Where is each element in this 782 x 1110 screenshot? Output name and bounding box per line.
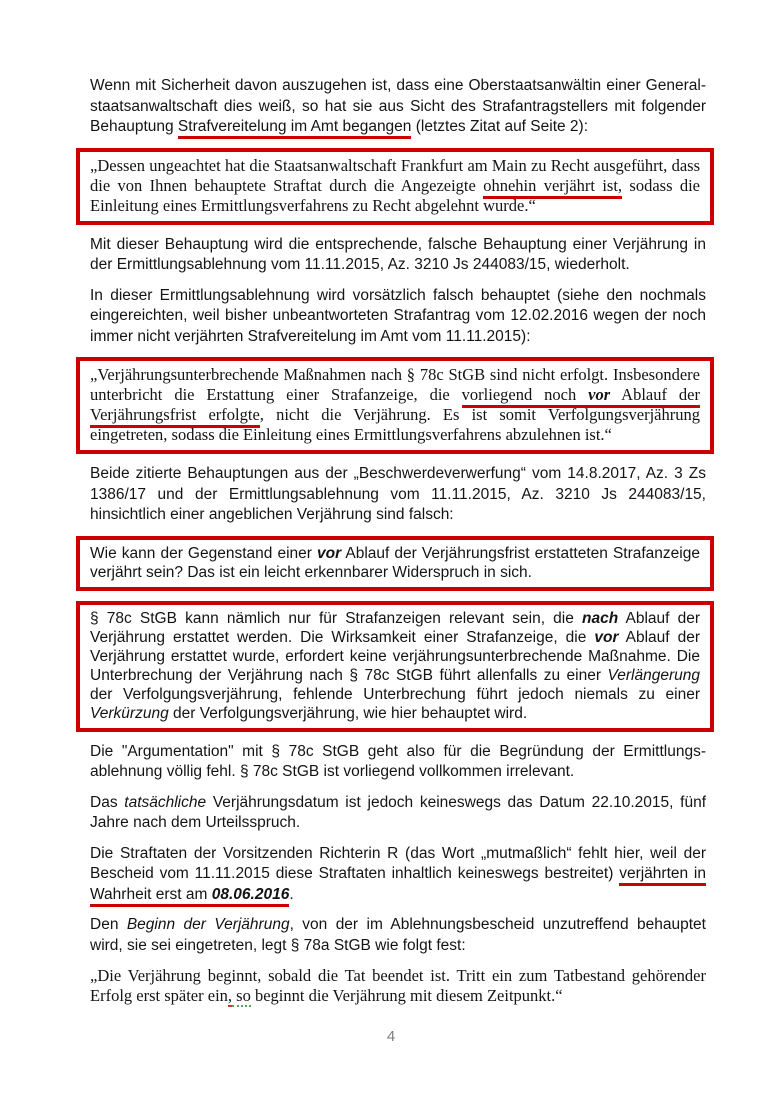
paragraph-straftaten-richterin [90,844,706,906]
paragraph-beginn-verjaehrung [90,915,706,956]
quote-78a-stgb [90,966,706,1006]
paragraph-beide-behauptungen [90,464,706,526]
red-underlined-phrase: Strafvereitelung im Amt begangen [178,118,412,139]
red-underlined-phrase: Ablauf der Verjährungsfrist erfolgte [90,385,700,428]
paragraph-wiederholung [90,235,706,276]
document-body [90,76,706,1006]
spellcheck-mark-red: , [227,986,233,1005]
text-run: . [289,885,294,903]
text-run: , von der im Ablehnungsbescheid unzutreffend behauptet wird, sie sei eingetreten, legt § 78a StGB wie folgt fest: [90,916,706,954]
text-run: Wie kann der Gegenstand einer [90,544,318,562]
text-run: Beide zitierte Behauptungen aus der „Beschwerdeverwerfung“ vom 14.8.2017, Az. 3 Zs 1386/17 und der Ermittlungsablehnung vom 11.11.2015, Az. 3210 Js 244083/15, hinsichtlich einer angeblichen Verjährung sind falsch: [90,465,706,523]
red-underlined-phrase: ohnehin verjährt ist, [483,176,622,199]
text-run: (letztes Zitat auf Seite 2): [411,118,589,135]
text-run: der Verfolgungsverjährung, fehlende Unterbrechung führt jedoch niemals zu einer [90,685,700,703]
red-underlined-emphasis: vor [588,385,610,408]
text-run: , nicht die Verjährung. Es ist somit Verfolgungsverjährung eingetreten, sodass die Einleitung eines Ermittlungsverfahrens abzulehnen ist.“ [90,405,700,444]
paragraph-ermittlungsablehnung [90,286,706,348]
emphasis-italic: tatsächliche [124,793,207,811]
text-run: „Dessen ungeachtet hat die Staatsanwaltschaft Frankfurt am Main zu Recht ausgeführt, dass die von Ihnen behauptete Straftat durch die Angezeigte [90,155,700,195]
text-run: Die Straftaten der Vorsitzenden Richterin R (das Wort „mutmaßlich“ fehlt hier, weil der Bescheid vom 11.11.2015 diese Straftaten inhaltlich keineswegs bestreitet) [90,844,706,882]
emphasis-bold-italic: vor [317,544,342,562]
text-run: Wenn mit Sicherheit davon auszugehen ist, dass eine Oberstaatsanwältin einer Generalstaatsanwaltschaft dies weiß, so hat sie aus Sicht des Strafantragstellers mit folgender Behauptung [90,77,706,135]
quote-beschwerdeverwerfung [76,148,714,225]
paragraph-argumentation [90,742,706,783]
page-footer [0,1028,782,1046]
red-underlined-date: 08.06.2016 [212,886,290,907]
text-run: In dieser Ermittlungsablehnung wird vorsätzlich falsch behauptet (siehe den nochmals eingereichten, weil bisher unbeantworteten Strafantrag vom 12.02.2016 wegen der noch immer nicht verjährten Strafvereitelung im Amt vom 11.11.2015): [90,286,706,345]
spellcheck-mark-green: so [232,986,251,1005]
text-run: „Die Verjährung beginnt, sobald die Tat beendet ist. Tritt ein zum Tatbestand gehörender Erfolg erst später ein [90,966,706,1005]
quote-ermittlungsablehnung [76,357,714,454]
text-run: Das [90,793,125,811]
text-run: Ablauf der Verjährung erstattet wurde, erfordert keine verjährungsunterbrechende Maßnahme. Die Unterbrechung der Verjährung nach § 78c StGB führt allenfalls zu einer [90,628,701,684]
box-widerspruch [76,536,714,591]
box-78c-erlaeuterung [76,601,714,732]
text-run: Verjährungsdatum ist jedoch keineswegs das Datum 22.10.2015, fünf Jahre nach dem Urteilsspruch. [90,793,707,831]
emphasis-bold-italic: vor [594,628,619,646]
text-run: Mit dieser Behauptung wird die entsprechende, falsche Behauptung einer Verjährung in der Ermittlungsablehnung vom 11.11.2015, Az. 3210 Js 244083/15, wiederholt. [90,235,706,273]
paragraph-verjaehrungsdatum [90,793,706,834]
text-run: beginnt die Verjährung mit diesem Zeitpunkt.“ [250,986,563,1005]
page-number: 4 [386,1028,396,1045]
emphasis-italic: Verlängerung [607,666,700,684]
text-run: Den [90,916,127,933]
text-run: Ablauf der Verjährungsfrist erstatteten Strafanzeige verjährt sein? Das ist ein leicht erkennbarer Widerspruch in sich. [90,544,700,581]
intro-paragraph [90,76,706,138]
text-run: Ablauf der Verjährung erstattet werden. Die Wirksamkeit einer Strafanzeige, die [90,609,701,646]
text-run: „Verjährungsunterbrechende Maßnahmen nach § 78c StGB sind nicht erfolgt. Insbesondere unterbricht die Erstattung einer Strafanzeige, die [90,365,700,404]
emphasis-italic: Verkürzung [90,704,169,722]
red-underlined-phrase: vorliegend noch [462,385,589,408]
text-run: sodass die Einleitung eines Ermittlungsverfahrens zu Recht abgelehnt wurde.“ [90,175,700,215]
emphasis-bold-italic: nach [582,609,619,627]
text-run: Die "Argumentation" mit § 78c StGB geht also für die Begründung der Ermittlungsablehnung völlig fehl. § 78c StGB ist vorliegend vollkommen irrelevant. [90,742,706,780]
text-run: der Verfolgungsverjährung, wie hier behauptet wird. [168,704,528,722]
red-underlined-phrase: verjährten in Wahrheit erst am [90,865,706,907]
emphasis-italic: Beginn der Verjährung [126,916,290,933]
text-run: § 78c StGB kann nämlich nur für Strafanzeigen relevant sein, die [90,609,583,627]
